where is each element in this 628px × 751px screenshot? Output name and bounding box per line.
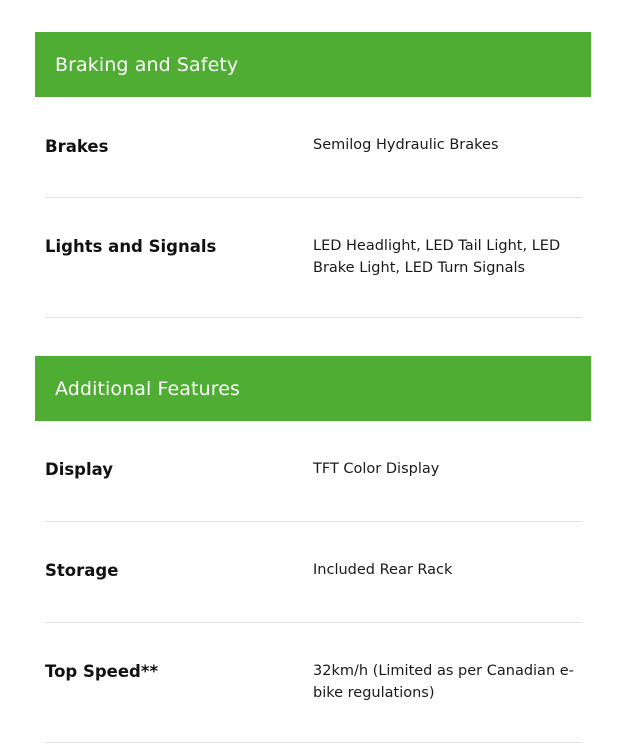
section-header-braking-and-safety (35, 32, 591, 97)
spec-label-lights-and-signals: Lights and Signals (45, 237, 217, 256)
section-title: Additional Features (55, 377, 241, 400)
spec-value-lights-and-signals: LED Headlight, LED Tail Light, LED Brake Light, LED Turn Signals (313, 238, 561, 276)
spec-label-brakes: Brakes (45, 137, 109, 156)
spec-row-display (45, 421, 582, 522)
spec-row-top-speed (45, 623, 582, 743)
section-header-additional-features (35, 356, 591, 421)
spec-label-display: Display (45, 460, 114, 479)
spec-value-brakes: Semilog Hydraulic Brakes (313, 137, 499, 153)
spec-label-top-speed: Top Speed** (45, 662, 159, 681)
spec-row-lights-and-signals (45, 198, 582, 318)
section-braking-and-safety (35, 32, 591, 318)
section-additional-features (35, 356, 591, 743)
spec-value-storage: Included Rear Rack (313, 562, 453, 578)
section-title: Braking and Safety (55, 53, 239, 76)
spec-value-top-speed: 32km/h (Limited as per Canadian e-bike regulations) (313, 663, 574, 701)
spec-label-storage: Storage (45, 561, 119, 580)
spec-row-brakes (45, 97, 582, 198)
spec-value-display: TFT Color Display (313, 461, 440, 477)
spec-row-storage (45, 522, 582, 623)
